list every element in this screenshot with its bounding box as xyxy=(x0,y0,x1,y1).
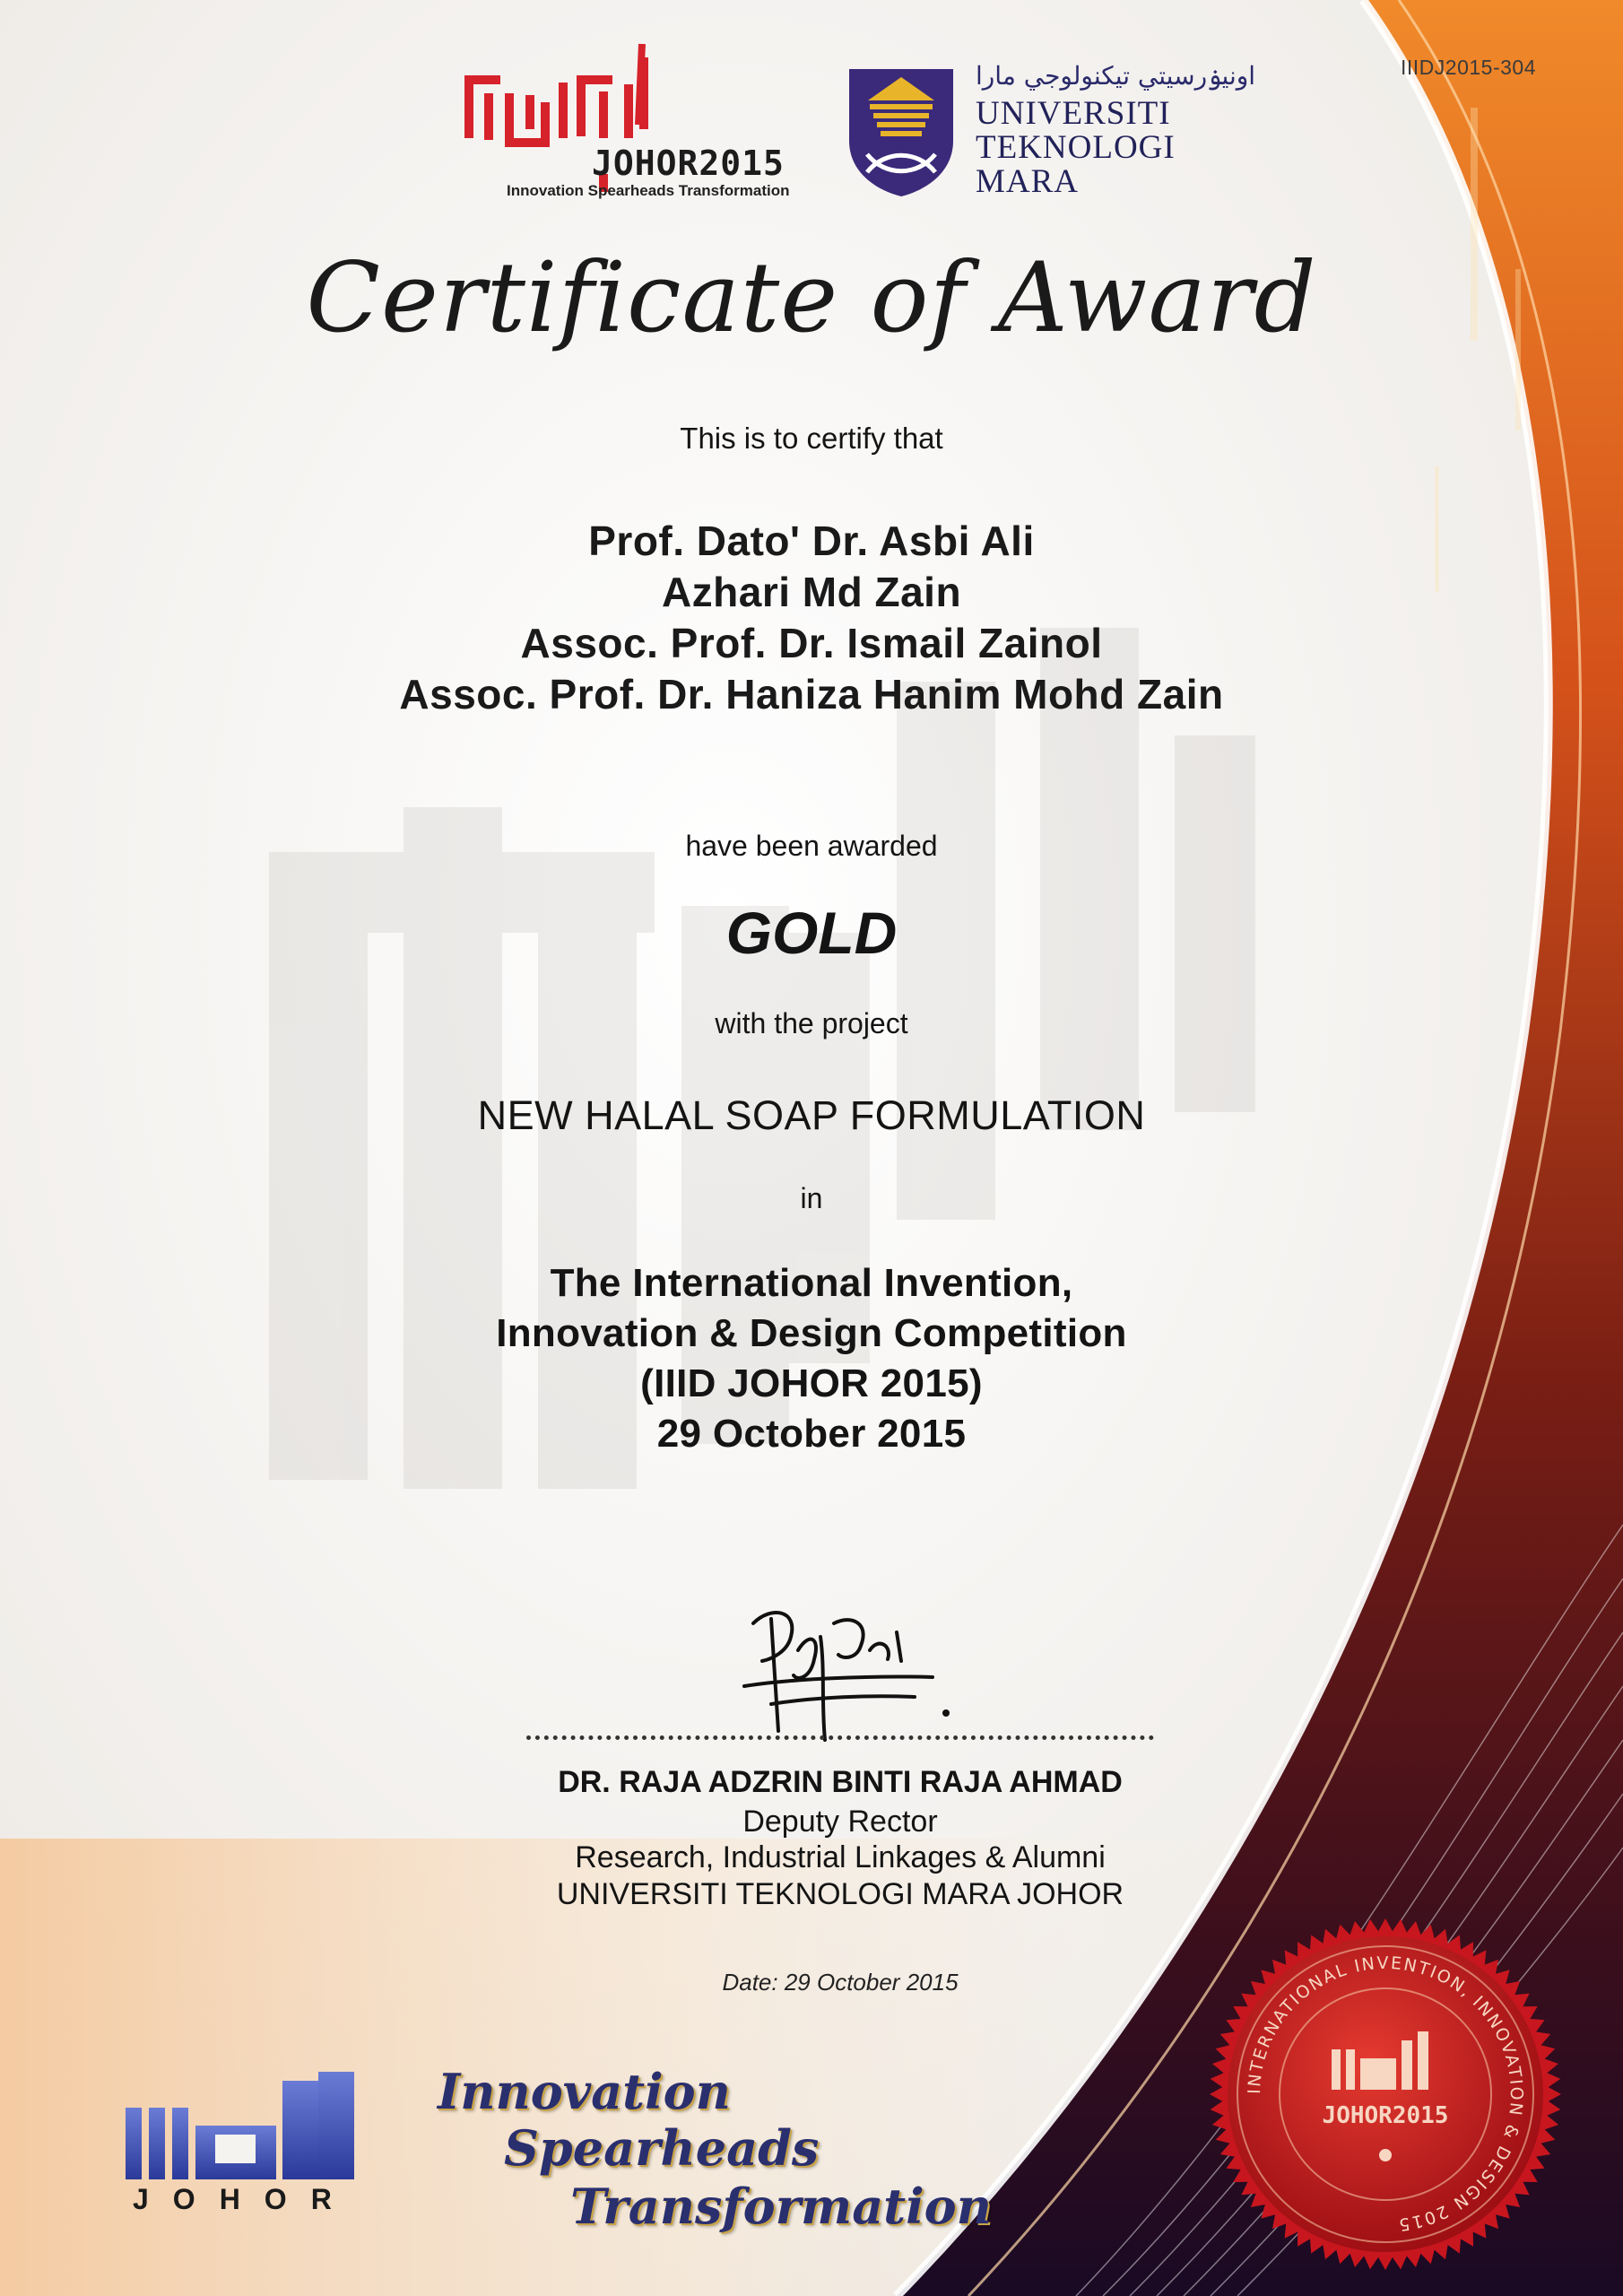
university-name-line: TEKNOLOGI xyxy=(976,129,1176,166)
event-logo-name: JOHOR2015 xyxy=(592,144,785,183)
recipient-list xyxy=(0,516,1623,720)
competition-line: The International Invention, xyxy=(550,1261,1073,1305)
awarded-text: have been awarded xyxy=(685,830,938,862)
footer-logo-word: JOHOR xyxy=(133,2183,356,2215)
slogan-line: Innovation xyxy=(438,2063,731,2120)
recipient-name: Prof. Dato' Dr. Asbi Ali xyxy=(588,517,1035,564)
in-text: in xyxy=(800,1182,823,1214)
competition-details xyxy=(0,1258,1623,1459)
signatory-title: Research, Industrial Linkages & Alumni xyxy=(575,1840,1106,1874)
signature-line xyxy=(526,1735,1154,1740)
award-level: GOLD xyxy=(725,900,898,966)
recipient-name: Assoc. Prof. Dr. Ismail Zainol xyxy=(520,620,1103,666)
competition-line: 29 October 2015 xyxy=(656,1412,967,1456)
signatory-name: DR. RAJA ADZRIN BINTI RAJA AHMAD xyxy=(558,1765,1123,1799)
slogan-line: Transformation xyxy=(570,2178,992,2235)
certify-text: This is to certify that xyxy=(680,422,943,455)
award-seal xyxy=(1206,1915,1565,2274)
project-title: NEW HALAL SOAP FORMULATION xyxy=(477,1092,1146,1138)
uitm-crest xyxy=(845,65,958,199)
certificate-number: IIIDJ2015-304 xyxy=(1401,56,1536,79)
signature xyxy=(735,1596,959,1749)
competition-line: (IIID JOHOR 2015) xyxy=(640,1361,983,1405)
recipient-name: Azhari Md Zain xyxy=(661,569,962,615)
event-logo-tagline: Innovation Spearheads Transformation xyxy=(507,182,790,199)
project-label: with the project xyxy=(715,1007,908,1039)
signatory-title: Deputy Rector xyxy=(742,1805,938,1839)
competition-line: Innovation & Design Competition xyxy=(496,1311,1127,1355)
university-name-line: MARA xyxy=(976,163,1080,200)
recipient-name: Assoc. Prof. Dr. Haniza Hanim Mohd Zain xyxy=(399,671,1224,718)
seal-center-text: JOHOR2015 xyxy=(1322,2102,1449,2129)
slogan-line: Spearheads xyxy=(504,2119,820,2177)
award-date: Date: 29 October 2015 xyxy=(722,1969,959,1996)
university-name-line: UNIVERSITI xyxy=(976,95,1171,132)
signatory-title: UNIVERSITI TEKNOLOGI MARA JOHOR xyxy=(556,1877,1124,1911)
seal-ring-text: INTERNATIONAL INVENTION, INNOVATION & DESIGN 2015 xyxy=(1244,1952,1527,2235)
university-name xyxy=(976,97,1176,199)
university-jawi-name: اونيۏرسيتي تيكنولوجي مارا xyxy=(976,61,1256,91)
certificate-title: Certificate of Award xyxy=(306,242,1317,354)
